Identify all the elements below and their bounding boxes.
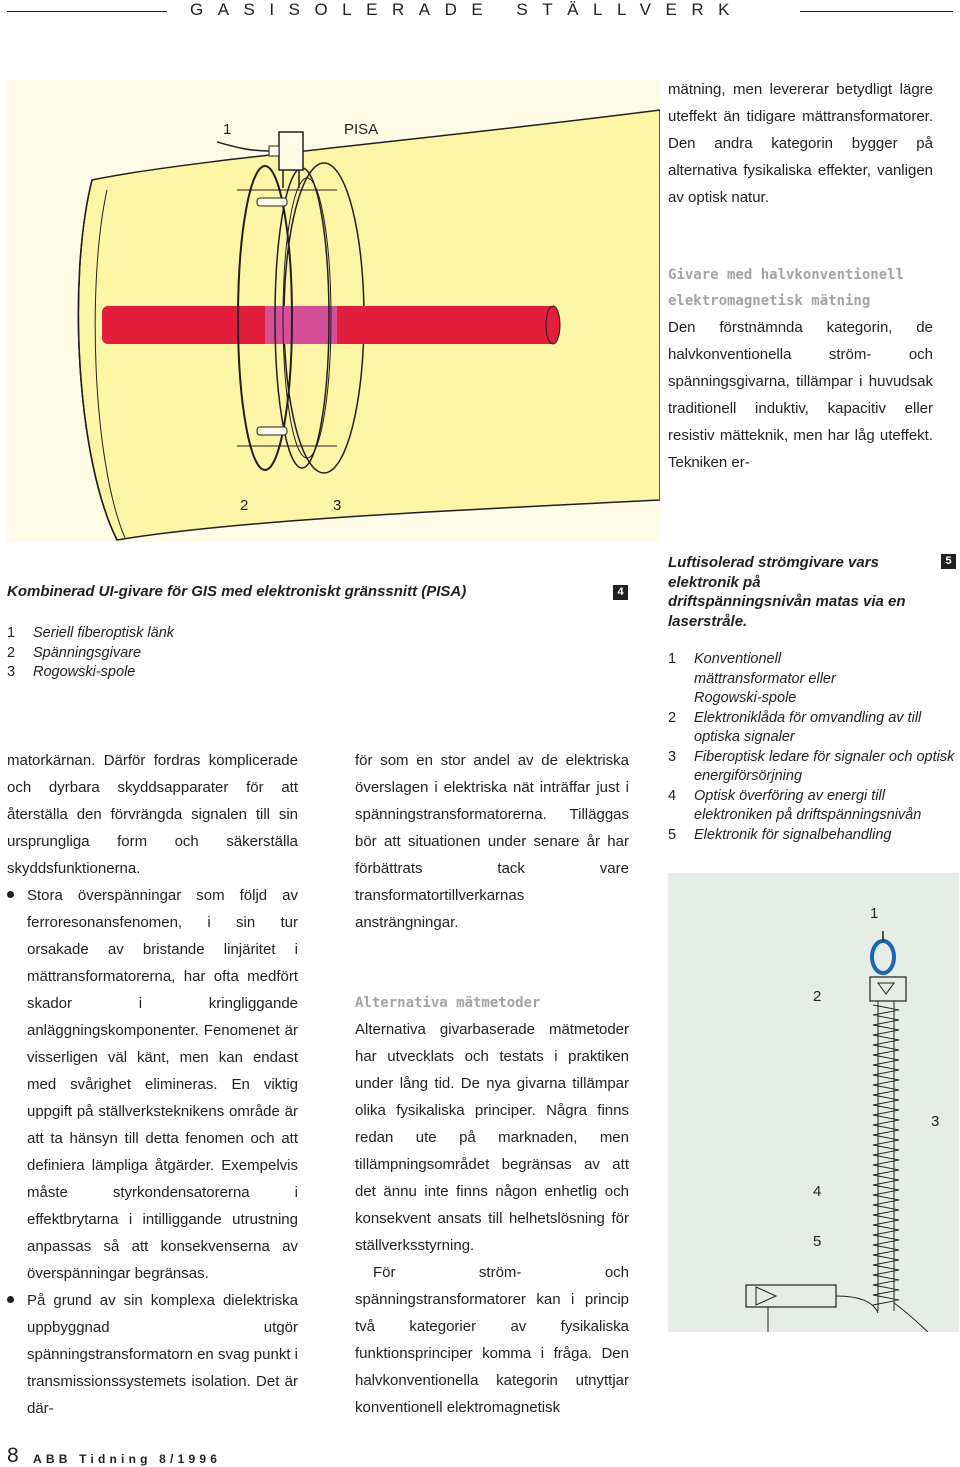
subheading-semi-conventional-1: Givare med halvkonventionell (668, 267, 905, 283)
pisa-illustration (7, 80, 660, 542)
fig5-label-4: 4 (813, 1183, 822, 1200)
header-rule-right (800, 11, 953, 12)
fig4-label-1: 1 (223, 121, 232, 138)
legend-item (7, 644, 637, 664)
legend-text: Elektroniklåda för omvandling av till optiska signaler (694, 709, 922, 745)
intro-paragraph (668, 76, 933, 211)
legend-num: 3 (668, 748, 677, 765)
sensor-column-illustration (668, 873, 959, 1332)
figure5-caption-title: Luftisolerad strömgivare vars elektronik på driftspänningsnivån matas via en laserstråle. (668, 554, 906, 630)
pisa-interface-box (279, 132, 303, 170)
fig5-label-5: 5 (813, 1233, 822, 1250)
legend-item (7, 663, 637, 683)
figure5-caption (668, 553, 958, 845)
legend-text: Konventionell mättransformator eller Rogowski-spole (694, 651, 836, 706)
legend-item (7, 624, 637, 644)
legend-num: 2 (668, 709, 677, 726)
subheading-semi-conventional-2: elektromagnetisk mätning (668, 293, 871, 309)
legend-num: 1 (668, 651, 677, 667)
legend-num: 5 (668, 826, 677, 843)
legend-num: 2 (7, 644, 16, 661)
figure4-legend (7, 624, 637, 683)
fig4-label-3: 3 (333, 497, 342, 514)
legend-text: Spänningsgivare (33, 644, 142, 661)
figure-air-insulated-sensor (668, 873, 959, 1332)
figure5-number-badge: 5 (941, 554, 956, 569)
body-column-1 (7, 747, 298, 1422)
publication-name: ABB Tidning 8/1996 (33, 1452, 222, 1466)
header-rule-left (7, 11, 167, 12)
fig4-label-2: 2 (240, 497, 249, 514)
fig5-label-2: 2 (813, 988, 822, 1005)
fiber-optic-link (217, 142, 269, 151)
col1-bullet-dielectric: På grund av sin komplexa dielektriska uppbyggnad utgör spänningstransformatorn en svag punkt i transmissionssystemets isolation. Det är där- (7, 1287, 298, 1422)
legend-text: Rogowski-spole (33, 664, 136, 680)
legend-num: 3 (7, 664, 16, 680)
col2-paragraph-2: Alternativa givarbaserade mätmetoder har utvecklats och testats i praktiken under lång tid. De nya givarna tillämpar olika fysikaliska principer. Några finns redan ute på marknaden, men tillämpningsområdet begränsas av att det ännu inte finns någon enhetlig och konsekvent ansats till helhetslösning för ställverksstyrning. (355, 1021, 629, 1254)
body-column-2 (355, 747, 629, 1421)
legend-item (668, 748, 958, 787)
semi-conventional-body: Den förstnämnda kategorin, de halvkonventionella ström- och spänningsgivarna, tillämpar i huvudsak traditionell induktiv, kapacitiv eller resistiv mätteknik, men har låg uteffekt. Tekniken er- (668, 319, 933, 471)
col1-bullet-ferroresonance: Stora överspänningar som följd av ferroresonansfenomen, i sin tur orsakade av bristande linjäritet i mättransformatorerna, har ofta medfört skador i kringliggande anläggningskomponenter. Fenomenet är visserligen väl känt, men kan endast med svårighet elimineras. En viktig uppgift på ställverksteknikens område är att ta hänsyn till detta fenomen och att definiera lämpliga åtgärder. Exempelvis måste styrkondensatorerna i effektbrytarna i intilliggande utrustning anpassas så att konsekvenserna av överspänningar begränsas. (7, 882, 298, 1287)
col2-paragraph-1: för som en stor andel av de elektriska överslagen i elektriska nät inträffar just i spänningstransformatorerna. Tilläggas bör att situationen under senare år har förbättrats tack vare transformatortillverkarnas ansträngningar. (355, 752, 629, 931)
coil-ring (872, 941, 894, 973)
legend-text: Optisk överföring av energi till elektroniken på driftspänningsnivån (694, 787, 922, 823)
fig5-label-3: 3 (931, 1113, 940, 1130)
legend-item (668, 826, 958, 846)
col1-paragraph: matorkärnan. Därför fordras komplicerade och dyrbara skyddsapparater för att återställa den förvrängda signalen till sin ursprungliga form och säkerställa skyddsfunktionerna. (7, 752, 298, 877)
intro-text: mätning, men levererar betydligt lägre uteffekt än tidigare mättransformatorer. Den andra kategorin bygger på alternativa fysikaliska effekter, vanligen av optisk natur. (668, 81, 933, 206)
subheading-alternative-methods: Alternativa mätmetoder (355, 995, 541, 1011)
figure4-caption-title: Kombinerad UI-givare för GIS med elektroniskt gränssnitt (PISA) (7, 583, 467, 600)
legend-text: Elektronik för signalbehandling (694, 826, 892, 843)
legend-item (668, 787, 958, 826)
legend-item (668, 650, 958, 709)
fig4-label-pisa: PISA (344, 121, 379, 138)
electronics-box (870, 977, 906, 1001)
legend-num: 1 (7, 625, 16, 641)
legend-text: Seriell fiberoptisk länk (33, 625, 175, 641)
section-title: GASISOLERADE STÄLLVERK (190, 0, 744, 19)
figure-pisa-sensor (7, 80, 660, 542)
fig5-label-1: 1 (870, 905, 879, 922)
page-number: 8 (7, 1444, 19, 1467)
figure5-legend (668, 650, 958, 845)
semi-conventional-section (668, 262, 933, 476)
legend-text: Fiberoptisk ledare för signaler och optisk energiförsörjning (694, 748, 955, 784)
figure4-number-badge: 4 (613, 585, 628, 600)
figure4-caption (7, 582, 637, 683)
col2-paragraph-3: För ström- och spänningstransformatorer kan i princip två kategorier av fysikaliska funktionsprinciper komma i fråga. Den halvkonventionella kategorin utnyttjar konventionell elektromagnetisk (355, 1264, 629, 1416)
legend-num: 4 (668, 787, 677, 804)
legend-item (668, 709, 958, 748)
